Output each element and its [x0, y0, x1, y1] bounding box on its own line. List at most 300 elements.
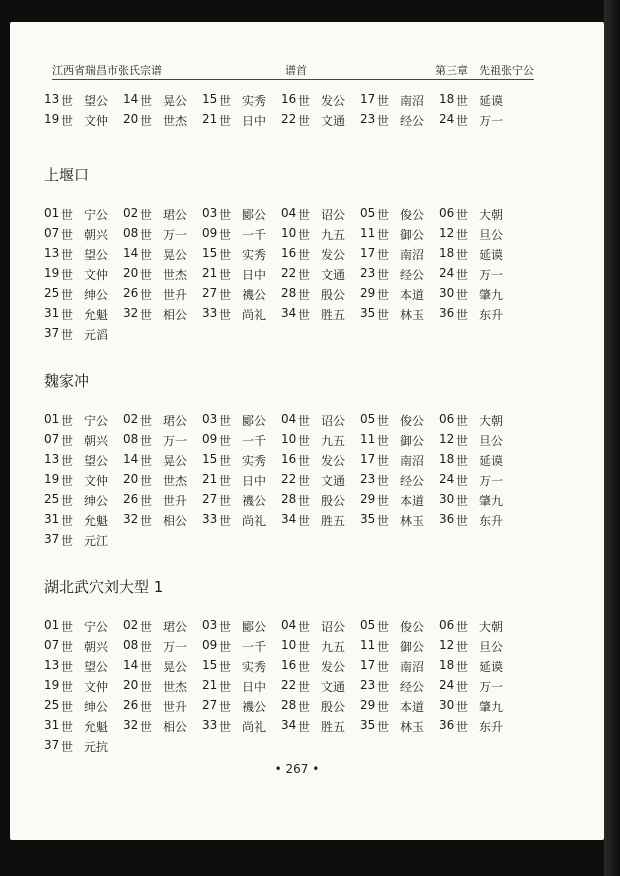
- generation-number: 23: [360, 472, 376, 486]
- ancestor-name: 允魁: [84, 514, 109, 528]
- ancestor-name: 诏公: [321, 414, 346, 428]
- generation-suffix: 世: [377, 228, 390, 242]
- ancestor-name: 宁公: [84, 414, 109, 428]
- ancestor-name: 林玉: [400, 514, 425, 528]
- ancestor-name: 文通: [321, 268, 346, 282]
- ancestor-name: 晃公: [163, 94, 188, 108]
- ancestor-name: 尚礼: [242, 308, 267, 322]
- generation-suffix: 世: [61, 308, 74, 322]
- generation-number: 05: [360, 206, 376, 220]
- generation-number: 24: [439, 472, 455, 486]
- ancestor-name: 东升: [479, 720, 504, 734]
- generation-suffix: 世: [61, 720, 74, 734]
- generation-suffix: 世: [219, 114, 232, 128]
- ancestor-name: 旦公: [479, 434, 504, 448]
- generation-suffix: 世: [219, 208, 232, 222]
- ancestor-name: 郾公: [242, 208, 267, 222]
- generation-number: 18: [439, 452, 455, 466]
- page-number: • 267 •: [274, 762, 320, 776]
- generation-suffix: 世: [140, 114, 153, 128]
- generation-suffix: 世: [219, 288, 232, 302]
- generation-suffix: 世: [377, 114, 390, 128]
- generation-number: 16: [281, 658, 297, 672]
- generation-number: 12: [439, 226, 455, 240]
- generation-number: 18: [439, 246, 455, 260]
- generation-number: 36: [439, 512, 455, 526]
- generation-number: 20: [123, 678, 139, 692]
- generation-number: 11: [360, 226, 376, 240]
- ancestor-name: 本道: [400, 288, 425, 302]
- generation-suffix: 世: [61, 700, 74, 714]
- generation-number: 17: [360, 452, 376, 466]
- ancestor-name: 晃公: [163, 454, 188, 468]
- generation-number: 24: [439, 112, 455, 126]
- generation-row: [44, 618, 524, 636]
- ancestor-name: 俊公: [400, 620, 425, 634]
- generation-suffix: 世: [298, 208, 311, 222]
- generation-suffix: 世: [140, 474, 153, 488]
- generation-suffix: 世: [456, 114, 469, 128]
- generation-suffix: 世: [61, 514, 74, 528]
- ancestor-name: 旦公: [479, 228, 504, 242]
- ancestor-name: 胜五: [321, 514, 346, 528]
- generation-number: 15: [202, 92, 218, 106]
- generation-number: 07: [44, 226, 60, 240]
- generation-number: 08: [123, 226, 139, 240]
- ancestor-name: 万一: [479, 268, 504, 282]
- generation-number: 19: [44, 678, 60, 692]
- generation-suffix: 世: [219, 640, 232, 654]
- ancestor-name: 元滔: [84, 328, 109, 342]
- generation-suffix: 世: [140, 494, 153, 508]
- generation-number: 11: [360, 638, 376, 652]
- generation-suffix: 世: [298, 268, 311, 282]
- generation-suffix: 世: [61, 474, 74, 488]
- ancestor-name: 俊公: [400, 414, 425, 428]
- generation-number: 03: [202, 618, 218, 632]
- ancestor-name: 肇九: [479, 700, 504, 714]
- ancestor-name: 朝兴: [84, 228, 109, 242]
- ancestor-name: 相公: [163, 720, 188, 734]
- ancestor-name: 宁公: [84, 620, 109, 634]
- generation-number: 02: [123, 618, 139, 632]
- ancestor-name: 九五: [321, 434, 346, 448]
- generation-number: 31: [44, 306, 60, 320]
- ancestor-name: 肇九: [479, 288, 504, 302]
- generation-number: 22: [281, 266, 297, 280]
- ancestor-name: 九五: [321, 228, 346, 242]
- generation-number: 12: [439, 432, 455, 446]
- ancestor-name: 允魁: [84, 720, 109, 734]
- generation-number: 37: [44, 738, 60, 752]
- ancestor-name: 郾公: [242, 620, 267, 634]
- section-title: 湖北武穴刘大型 1: [44, 578, 164, 596]
- generation-suffix: 世: [219, 660, 232, 674]
- ancestor-name: 禨公: [242, 494, 267, 508]
- generation-suffix: 世: [456, 680, 469, 694]
- ancestor-name: 世杰: [163, 474, 188, 488]
- ancestor-name: 实秀: [242, 660, 267, 674]
- generation-suffix: 世: [140, 660, 153, 674]
- generation-suffix: 世: [298, 514, 311, 528]
- ancestor-name: 元抗: [84, 740, 109, 754]
- ancestor-name: 文仲: [84, 474, 109, 488]
- generation-row: [44, 412, 524, 430]
- generation-number: 35: [360, 512, 376, 526]
- generation-number: 32: [123, 306, 139, 320]
- ancestor-name: 殷公: [321, 494, 346, 508]
- generation-row: [44, 246, 524, 264]
- ancestor-name: 实秀: [242, 94, 267, 108]
- generation-number: 01: [44, 206, 60, 220]
- generation-number: 17: [360, 658, 376, 672]
- ancestor-name: 朝兴: [84, 434, 109, 448]
- generation-suffix: 世: [377, 494, 390, 508]
- ancestor-name: 大朝: [479, 414, 504, 428]
- generation-suffix: 世: [298, 640, 311, 654]
- ancestor-name: 绅公: [84, 700, 109, 714]
- generation-suffix: 世: [456, 494, 469, 508]
- ancestor-name: 经公: [400, 114, 425, 128]
- generation-suffix: 世: [377, 94, 390, 108]
- ancestor-name: 发公: [321, 94, 346, 108]
- generation-row: [44, 678, 524, 696]
- ancestor-name: 文仲: [84, 268, 109, 282]
- generation-number: 20: [123, 472, 139, 486]
- header-rule: [52, 79, 534, 80]
- generation-suffix: 世: [61, 248, 74, 262]
- ancestor-name: 诏公: [321, 620, 346, 634]
- section-title: 魏家冲: [44, 372, 90, 390]
- generation-number: 02: [123, 206, 139, 220]
- ancestor-name: 胜五: [321, 720, 346, 734]
- generation-row: [44, 266, 524, 284]
- generation-number: 06: [439, 206, 455, 220]
- ancestor-name: 大朝: [479, 620, 504, 634]
- generation-suffix: 世: [219, 94, 232, 108]
- generation-number: 24: [439, 266, 455, 280]
- generation-suffix: 世: [377, 268, 390, 282]
- generation-number: 08: [123, 432, 139, 446]
- ancestor-name: 殷公: [321, 700, 346, 714]
- generation-number: 14: [123, 92, 139, 106]
- generation-number: 37: [44, 326, 60, 340]
- generation-number: 23: [360, 112, 376, 126]
- ancestor-name: 万一: [163, 640, 188, 654]
- ancestor-name: 日中: [242, 268, 267, 282]
- generation-suffix: 世: [456, 474, 469, 488]
- generation-suffix: 世: [298, 288, 311, 302]
- generation-number: 26: [123, 698, 139, 712]
- header-book-title: 江西省瑞昌市张氏宗谱: [52, 64, 162, 77]
- ancestor-name: 发公: [321, 660, 346, 674]
- ancestor-name: 经公: [400, 680, 425, 694]
- generation-suffix: 世: [377, 434, 390, 448]
- generation-suffix: 世: [61, 680, 74, 694]
- generation-suffix: 世: [377, 620, 390, 634]
- ancestor-name: 延谟: [479, 454, 504, 468]
- ancestor-name: 南沼: [400, 248, 425, 262]
- generation-number: 16: [281, 92, 297, 106]
- ancestor-name: 文仲: [84, 114, 109, 128]
- generation-number: 19: [44, 266, 60, 280]
- generation-number: 25: [44, 286, 60, 300]
- generation-suffix: 世: [298, 114, 311, 128]
- generation-row: [44, 326, 524, 344]
- generation-suffix: 世: [298, 680, 311, 694]
- generation-suffix: 世: [456, 514, 469, 528]
- generation-suffix: 世: [456, 454, 469, 468]
- generation-suffix: 世: [456, 308, 469, 322]
- generation-number: 06: [439, 618, 455, 632]
- generation-suffix: 世: [298, 620, 311, 634]
- generation-suffix: 世: [219, 308, 232, 322]
- generation-suffix: 世: [140, 720, 153, 734]
- generation-row: [44, 698, 524, 716]
- generation-suffix: 世: [61, 208, 74, 222]
- ancestor-name: 御公: [400, 434, 425, 448]
- ancestor-name: 珺公: [163, 620, 188, 634]
- generation-row: [44, 512, 524, 530]
- generation-number: 21: [202, 112, 218, 126]
- generation-number: 14: [123, 658, 139, 672]
- generation-suffix: 世: [298, 720, 311, 734]
- ancestor-name: 宁公: [84, 208, 109, 222]
- generation-suffix: 世: [61, 268, 74, 282]
- ancestor-name: 文通: [321, 680, 346, 694]
- generation-number: 25: [44, 698, 60, 712]
- ancestor-name: 万一: [479, 680, 504, 694]
- generation-suffix: 世: [456, 288, 469, 302]
- generation-row: [44, 306, 524, 324]
- generation-number: 23: [360, 266, 376, 280]
- ancestor-name: 延谟: [479, 248, 504, 262]
- ancestor-name: 朝兴: [84, 640, 109, 654]
- generation-number: 20: [123, 112, 139, 126]
- generation-number: 21: [202, 678, 218, 692]
- ancestor-name: 御公: [400, 228, 425, 242]
- generation-number: 04: [281, 206, 297, 220]
- generation-suffix: 世: [140, 700, 153, 714]
- running-header: [52, 62, 534, 78]
- ancestor-name: 一千: [242, 434, 267, 448]
- generation-suffix: 世: [219, 228, 232, 242]
- generation-suffix: 世: [298, 454, 311, 468]
- generation-suffix: 世: [298, 308, 311, 322]
- generation-suffix: 世: [456, 640, 469, 654]
- generation-suffix: 世: [140, 94, 153, 108]
- generation-suffix: 世: [61, 94, 74, 108]
- generation-suffix: 世: [219, 494, 232, 508]
- ancestor-name: 一千: [242, 228, 267, 242]
- generation-number: 25: [44, 492, 60, 506]
- generation-number: 17: [360, 246, 376, 260]
- ancestor-name: 世升: [163, 700, 188, 714]
- generation-suffix: 世: [456, 660, 469, 674]
- generation-number: 27: [202, 698, 218, 712]
- ancestor-name: 日中: [242, 114, 267, 128]
- generation-suffix: 世: [377, 660, 390, 674]
- generation-number: 04: [281, 412, 297, 426]
- ancestor-name: 万一: [479, 474, 504, 488]
- generation-suffix: 世: [377, 720, 390, 734]
- generation-row: [44, 472, 524, 490]
- ancestor-name: 望公: [84, 248, 109, 262]
- generation-suffix: 世: [140, 434, 153, 448]
- generation-number: 21: [202, 472, 218, 486]
- generation-suffix: 世: [61, 228, 74, 242]
- generation-suffix: 世: [140, 288, 153, 302]
- section-title: 上堰口: [44, 166, 90, 184]
- generation-suffix: 世: [456, 700, 469, 714]
- generation-suffix: 世: [219, 454, 232, 468]
- generation-suffix: 世: [377, 308, 390, 322]
- ancestor-name: 文通: [321, 114, 346, 128]
- generation-suffix: 世: [61, 640, 74, 654]
- generation-number: 28: [281, 286, 297, 300]
- generation-suffix: 世: [61, 114, 74, 128]
- ancestor-name: 郾公: [242, 414, 267, 428]
- header-section: 谱首: [285, 64, 307, 77]
- generation-suffix: 世: [377, 454, 390, 468]
- ancestor-name: 万一: [479, 114, 504, 128]
- generation-number: 22: [281, 112, 297, 126]
- generation-suffix: 世: [61, 534, 74, 548]
- generation-number: 19: [44, 472, 60, 486]
- generation-suffix: 世: [61, 434, 74, 448]
- generation-suffix: 世: [219, 248, 232, 262]
- ancestor-name: 晃公: [163, 660, 188, 674]
- generation-suffix: 世: [140, 454, 153, 468]
- ancestor-name: 珺公: [163, 208, 188, 222]
- generation-number: 34: [281, 306, 297, 320]
- generation-suffix: 世: [219, 680, 232, 694]
- generation-suffix: 世: [140, 640, 153, 654]
- ancestor-name: 世升: [163, 288, 188, 302]
- generation-number: 10: [281, 226, 297, 240]
- ancestor-name: 林玉: [400, 720, 425, 734]
- generation-suffix: 世: [298, 228, 311, 242]
- generation-suffix: 世: [298, 494, 311, 508]
- ancestor-name: 禨公: [242, 288, 267, 302]
- generation-number: 13: [44, 452, 60, 466]
- ancestor-name: 允魁: [84, 308, 109, 322]
- generation-row: [44, 226, 524, 244]
- generation-row: [44, 92, 524, 110]
- generation-number: 10: [281, 432, 297, 446]
- generation-suffix: 世: [219, 414, 232, 428]
- generation-number: 13: [44, 92, 60, 106]
- generation-suffix: 世: [140, 680, 153, 694]
- generation-suffix: 世: [377, 208, 390, 222]
- generation-number: 27: [202, 492, 218, 506]
- ancestor-name: 九五: [321, 640, 346, 654]
- generation-suffix: 世: [61, 494, 74, 508]
- generation-number: 26: [123, 492, 139, 506]
- ancestor-name: 日中: [242, 474, 267, 488]
- generation-number: 33: [202, 718, 218, 732]
- generation-suffix: 世: [456, 720, 469, 734]
- generation-suffix: 世: [377, 640, 390, 654]
- generation-suffix: 世: [219, 700, 232, 714]
- generation-number: 01: [44, 618, 60, 632]
- generation-suffix: 世: [219, 514, 232, 528]
- generation-suffix: 世: [61, 288, 74, 302]
- generation-number: 27: [202, 286, 218, 300]
- generation-suffix: 世: [61, 660, 74, 674]
- generation-number: 09: [202, 226, 218, 240]
- generation-number: 15: [202, 246, 218, 260]
- generation-row: [44, 452, 524, 470]
- generation-suffix: 世: [219, 474, 232, 488]
- generation-row: [44, 718, 524, 736]
- ancestor-name: 东升: [479, 514, 504, 528]
- generation-number: 23: [360, 678, 376, 692]
- generation-suffix: 世: [61, 454, 74, 468]
- generation-suffix: 世: [298, 434, 311, 448]
- ancestor-name: 尚礼: [242, 720, 267, 734]
- ancestor-name: 世升: [163, 494, 188, 508]
- generation-row: [44, 638, 524, 656]
- ancestor-name: 绅公: [84, 494, 109, 508]
- generation-suffix: 世: [219, 434, 232, 448]
- generation-suffix: 世: [377, 474, 390, 488]
- ancestor-name: 世杰: [163, 680, 188, 694]
- generation-suffix: 世: [456, 94, 469, 108]
- generation-number: 29: [360, 698, 376, 712]
- generation-suffix: 世: [140, 514, 153, 528]
- generation-number: 34: [281, 718, 297, 732]
- generation-number: 29: [360, 286, 376, 300]
- generation-suffix: 世: [298, 248, 311, 262]
- generation-suffix: 世: [456, 414, 469, 428]
- generation-number: 37: [44, 532, 60, 546]
- generation-row: [44, 112, 524, 130]
- ancestor-name: 元江: [84, 534, 109, 548]
- ancestor-name: 珺公: [163, 414, 188, 428]
- generation-number: 28: [281, 698, 297, 712]
- generation-suffix: 世: [377, 700, 390, 714]
- generation-number: 13: [44, 246, 60, 260]
- ancestor-name: 望公: [84, 94, 109, 108]
- ancestor-name: 文仲: [84, 680, 109, 694]
- generation-suffix: 世: [140, 208, 153, 222]
- generation-suffix: 世: [377, 248, 390, 262]
- generation-number: 36: [439, 718, 455, 732]
- generation-number: 33: [202, 306, 218, 320]
- generation-suffix: 世: [456, 620, 469, 634]
- generation-number: 05: [360, 412, 376, 426]
- generation-row: [44, 658, 524, 676]
- ancestor-name: 望公: [84, 454, 109, 468]
- generation-suffix: 世: [377, 414, 390, 428]
- generation-number: 15: [202, 452, 218, 466]
- generation-number: 21: [202, 266, 218, 280]
- ancestor-name: 相公: [163, 308, 188, 322]
- generation-number: 22: [281, 678, 297, 692]
- generation-number: 18: [439, 92, 455, 106]
- generation-row: [44, 532, 524, 550]
- generation-number: 17: [360, 92, 376, 106]
- ancestor-name: 林玉: [400, 308, 425, 322]
- ancestor-name: 殷公: [321, 288, 346, 302]
- ancestor-name: 尚礼: [242, 514, 267, 528]
- generation-suffix: 世: [298, 660, 311, 674]
- generation-number: 28: [281, 492, 297, 506]
- generation-number: 07: [44, 432, 60, 446]
- generation-number: 03: [202, 412, 218, 426]
- generation-suffix: 世: [456, 248, 469, 262]
